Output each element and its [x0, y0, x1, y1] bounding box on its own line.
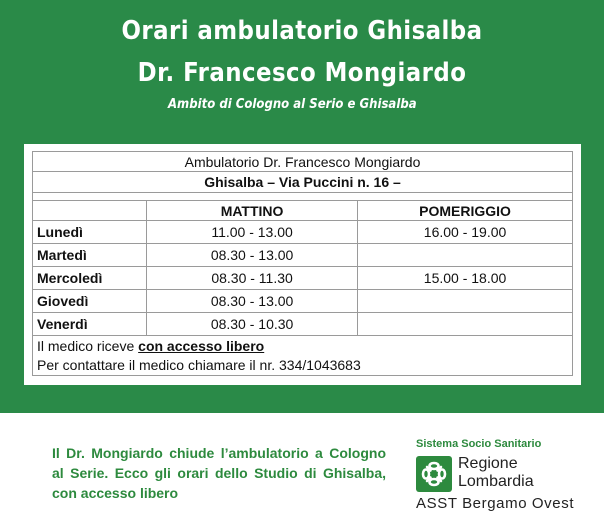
schedule-heading-row1 — [33, 152, 573, 172]
schedule-table — [32, 151, 573, 376]
mattino-cell: 11.00 - 13.00 — [147, 221, 358, 244]
schedule-panel — [24, 144, 581, 385]
brand-block — [414, 438, 594, 518]
regione-lombardia-rose-icon — [416, 456, 452, 492]
note-access-emphasis: con accesso libero — [138, 337, 265, 354]
mattino-cell: 08.30 - 11.30 — [147, 267, 358, 290]
pomeriggio-cell: 15.00 - 18.00 — [358, 267, 573, 290]
column-header-pomeriggio: POMERIGGIO — [358, 201, 573, 221]
day-cell: Martedì — [33, 244, 147, 267]
mattino-cell: 08.30 - 13.00 — [147, 290, 358, 313]
table-row — [33, 221, 573, 244]
pomeriggio-cell — [358, 290, 573, 313]
column-header-mattino: MATTINO — [147, 201, 358, 221]
page-subtitle: Ambito di Cologno al Serio e Ghisalba — [168, 97, 417, 112]
note-row-contact — [33, 356, 573, 376]
schedule-heading-line1: Ambulatorio Dr. Francesco Mongiardo — [33, 152, 573, 172]
brand-name — [458, 455, 534, 491]
table-row — [33, 313, 573, 336]
table-row — [33, 267, 573, 290]
column-header-blank — [33, 201, 147, 221]
footer-announcement: Il Dr. Mongiardo chiude l’ambulatorio a Cologno al Serie. Ecco gli orari dello Studio di Ghisalba, con accesso libero — [52, 445, 386, 501]
mattino-cell: 08.30 - 10.30 — [147, 313, 358, 336]
brand-asst-label: ASST Bergamo Ovest — [416, 495, 575, 512]
brand-name-line1: Regione — [458, 455, 518, 472]
pomeriggio-cell: 16.00 - 19.00 — [358, 221, 573, 244]
page-title-line2: Dr. Francesco Mongiardo — [137, 58, 467, 88]
note-row-access — [33, 336, 573, 356]
mattino-cell: 08.30 - 13.00 — [147, 244, 358, 267]
day-cell: Lunedì — [33, 221, 147, 244]
schedule-heading-row2 — [33, 172, 573, 193]
day-cell: Venerdì — [33, 313, 147, 336]
pomeriggio-cell — [358, 313, 573, 336]
note-contact: Per contattare il medico chiamare il nr. 334/1043683 — [33, 356, 573, 376]
note-access — [33, 336, 573, 356]
page-title-line1: Orari ambulatorio Ghisalba — [121, 16, 483, 46]
brand-name-line2: Lombardia — [458, 473, 534, 490]
schedule-spacer-row — [33, 193, 573, 201]
table-row — [33, 290, 573, 313]
brand-system-label: Sistema Socio Sanitario — [416, 438, 542, 450]
pomeriggio-cell — [358, 244, 573, 267]
note-access-prefix: Il medico riceve — [37, 337, 139, 354]
day-cell: Mercoledì — [33, 267, 147, 290]
day-cell: Giovedì — [33, 290, 147, 313]
table-row — [33, 244, 573, 267]
schedule-heading-line2: Ghisalba – Via Puccini n. 16 – — [33, 172, 573, 193]
column-header-row — [33, 201, 573, 221]
